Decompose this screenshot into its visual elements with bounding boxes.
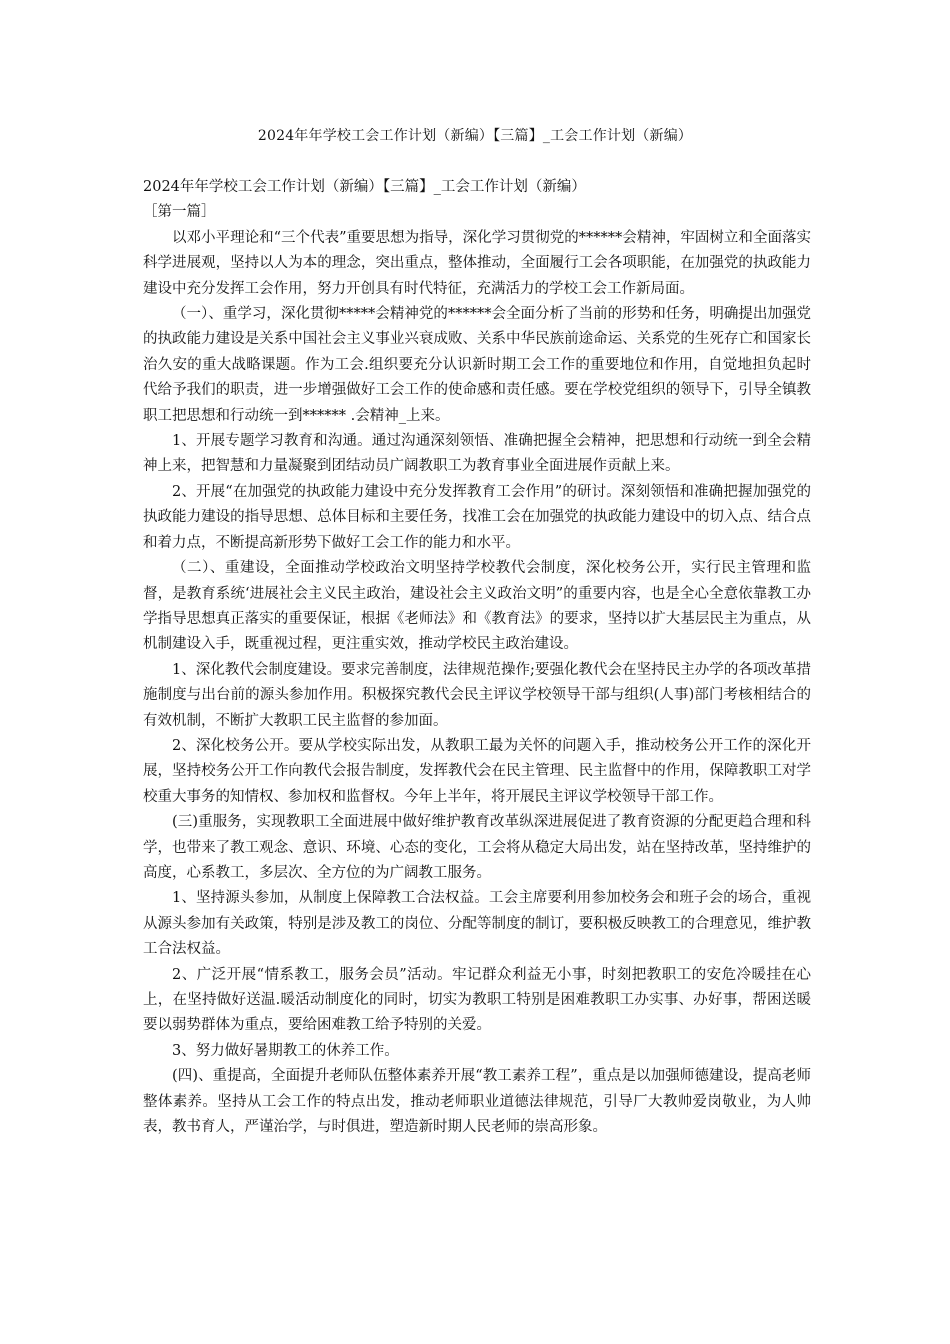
paragraph: 1、深化教代会制度建设。要求完善制度，法律规范操作;要强化教代会在坚持民主办学的各项改革措施制度与出台前的源头参加作用。积极探究教代会民主评议学校领导干部与组织(人事)部门考核相结合的有效机制，不断扩大教职工民主监督的参加面。 [143,661,811,729]
paragraph: （二）、重建设，全面推动学校政治文明坚持学校教代会制度，深化校务公开，实行民主管理和监督，是教育系统‘进展社会主义民主政治，建设社会主义政治文明”的重要内容，也是全心全意依靠教工办学指导思想真正落实的重要保证，根据《老师法》和《教育法》的要求，坚持以扩大基层民主为重点，从机制建设入手，既重视过程，更注重实效，推动学校民主政治建设。 [143,560,811,653]
paragraph: （一）、重学习，深化贯彻*****会精神党的******会全面分析了当前的形势和任务，明确提出加强党的执政能力建设是关系中国社会主义事业兴衰成败、关系中华民族前途命运、关系党的生死存亡和国家长治久安的重大战略课题。作为工会.组织要充分认识新时期工会工作的重要地位和作用，自觉地担负起时代给予我们的职责，进一步增强做好工会工作的使命感和责任感。要在学校党组织的领导下，引导全镇教职工把思想和行动统一到****** .会精神_上来。 [143,306,811,424]
paragraph: 3、努力做好暑期教工的休养工作。 [172,1042,399,1059]
paragraph: 1、坚持源头参加，从制度上保障教工合法权益。工会主席要利用参加校务会和班子会的场合，重视从源头参加有关政策，特别是涉及教工的岗位、分配等制度的制订，要积极反映教工的合理意见，维护教工合法权益。 [143,890,811,958]
document-title: 2024年年学校工会工作计划（新编）【三篇】_工会工作计划（新编） [257,128,693,144]
document-subtitle: 2024年年学校工会工作计划（新编）【三篇】_工会工作计划（新编） [143,179,586,195]
paragraph: 2、广泛开展“情系教工，服务会员”活动。牢记群众利益无小事，时刻把教职工的安危冷暖挂在心上，在坚持做好送温.暖活动制度化的同时，切实为教职工特别是困难教职工办实事、办好事，帮困送暖要以弱势群体为重点，要给困难教工给予特别的关爱。 [143,966,811,1034]
paragraph: 2、开展“在加强党的执政能力建设中充分发挥教育工会作用”的研讨。深刻领悟和准确把握加强党的执政能力建设的指导思想、总体目标和主要任务，找准工会在加强党的执政能力建设中的切入点、结合点和着力点，不断提高新形势下做好工会工作的能力和水平。 [143,483,811,551]
paragraph: (三)重服务，实现教职工全面进展中做好维护教育改革纵深进展促进了教育资源的分配更趋合理和科学，也带来了教工观念、意识、环境、心态的变化，工会将从稳定大局出发，站在坚持改革，坚持维护的高度，心系教工，多层次、全方位的为广阔教工服务。 [143,814,811,881]
paragraph: 2、深化校务公开。要从学校实际出发，从教职工最为关怀的问题入手，推动校务公开工作的深化开展，坚持校务公开工作向教代会报告制度，发挥教代会在民主管理、民主监督中的作用，保障教职工对学校重大事务的知情权、参加权和监督权。今年上半年，将开展民主评议学校领导干部工作。 [143,737,811,805]
document-body [143,175,811,1140]
section-label: ［第一篇］ [143,204,216,221]
paragraph: 以邓小平理论和“三个代表”重要思想为指导，深化学习贯彻党的******会精神，牢固树立和全面落实科学进展观，坚持以人为本的理念，突出重点，整体推动，全面履行工会各项职能，在加强党的执政能力建设中充分发挥工会作用，努力开创具有时代特征，充满活力的学校工会工作新局面。 [143,229,811,297]
paragraph: 1、开展专题学习教育和沟通。通过沟通深刻领悟、准确把握全会精神，把思想和行动统一到全会精神上来，把智慧和力量凝聚到团结动员广阔教职工为教育事业全面进展作贡献上来。 [143,433,811,475]
paragraph: (四)、重提高，全面提升老师队伍整体素养开展“教工素养工程”，重点是以加强师德建设，提高老师整体素养。坚持从工会工作的特点出发，推动老师职业道德法律规范，引导厂大教帅爱岗敬业，为人帅表，教书育人，严谨治学，与时俱进，塑造新时期人民老师的崇高形象。 [143,1068,811,1136]
